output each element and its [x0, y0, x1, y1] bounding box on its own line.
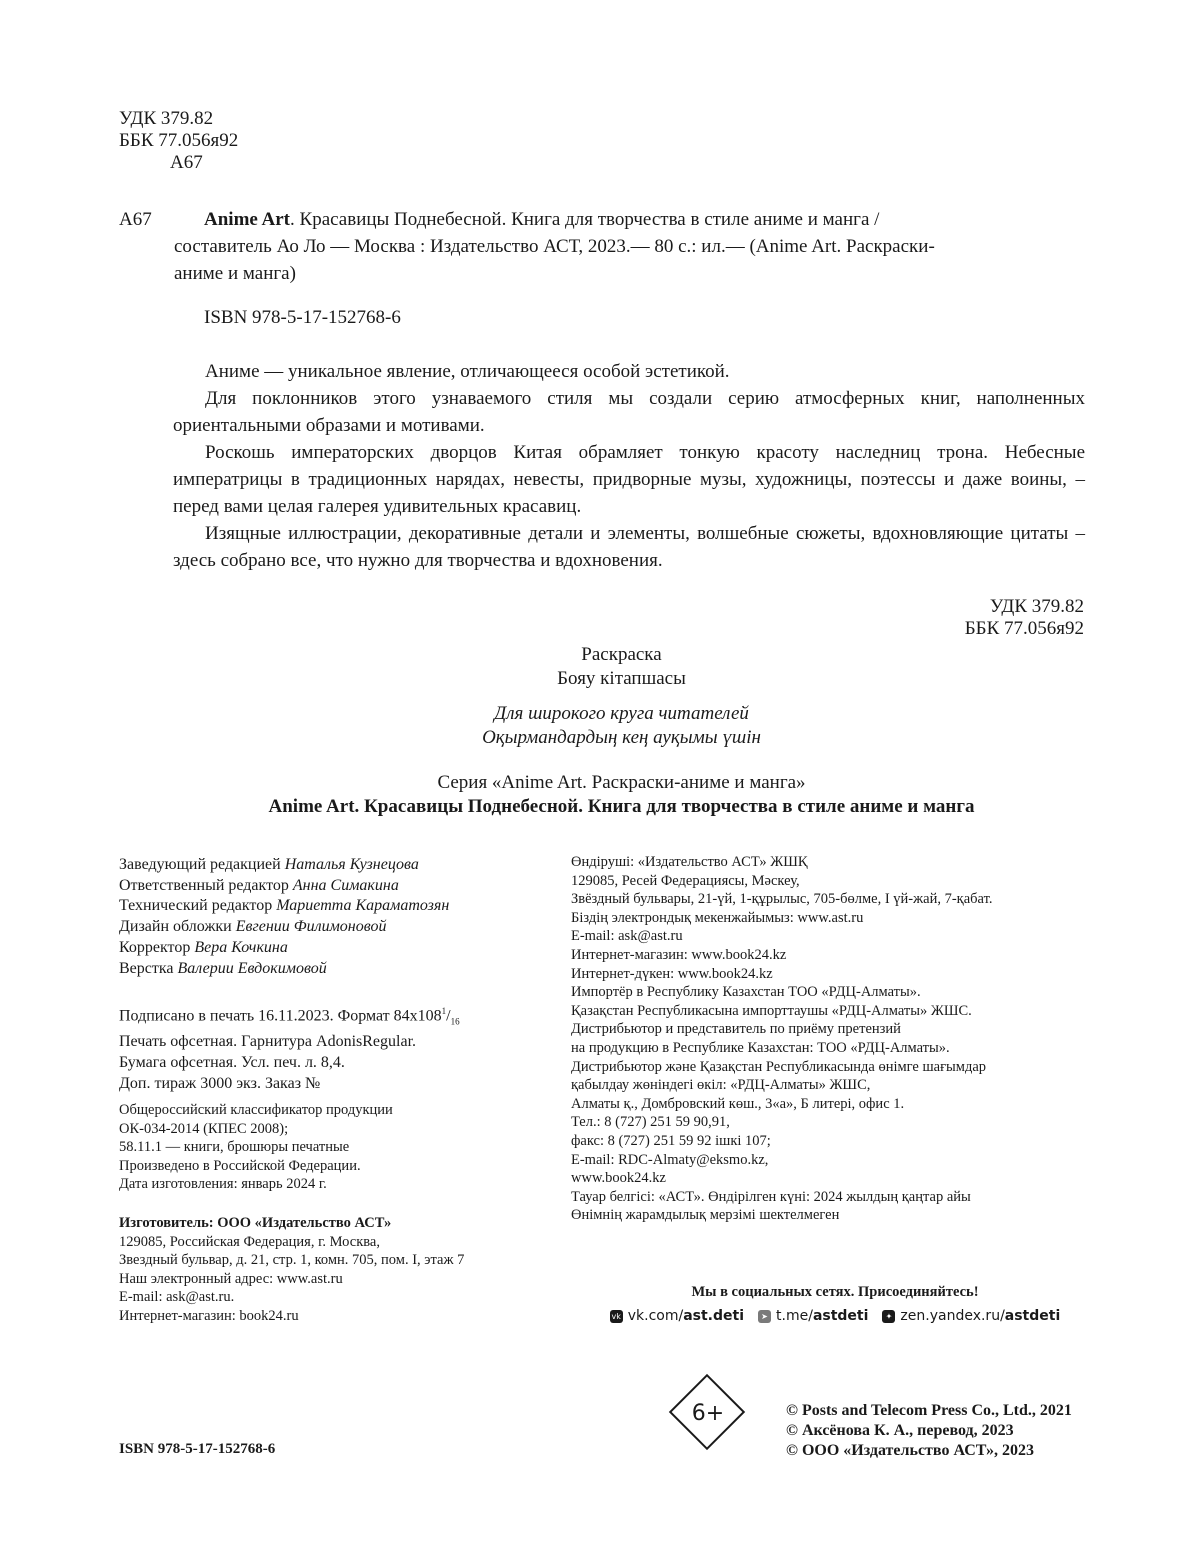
bibliography-line2: составитель Ао Ло — Москва : Издательство АСТ, 2023.— 80 с.: ил.— (Anime Art. Раскраски-: [174, 236, 935, 257]
kz-info-line: Өнімнің жарамдылық мерзімі шектелмеген: [571, 1207, 840, 1224]
kz-info-line: қабылдау жөніндегі өкіл: «РДЦ-Алматы» ЖШС,: [571, 1077, 871, 1094]
series-block: [150, 771, 1093, 819]
classifier-line: Общероссийский классификатор продукции: [119, 1102, 393, 1118]
udk-code: УДК 379.82: [119, 108, 214, 129]
author-mark: А67: [170, 152, 203, 173]
social-heading: Мы в социальных сетях. Присоединяйтесь!: [691, 1284, 979, 1300]
bibliography-line3: аниме и манга): [174, 263, 296, 284]
copyright-line: © Аксёнова К. А., перевод, 2023: [786, 1422, 1014, 1439]
kz-info-line: факс: 8 (727) 251 59 92 ішкі 107;: [571, 1132, 771, 1149]
kz-info-line: E-mail: RDC-Almaty@eksmo.kz,: [571, 1151, 769, 1168]
age-rating: 6+: [691, 1400, 725, 1426]
bibliography-mark: А67: [119, 209, 152, 230]
kz-info-line: E-mail: ask@ast.ru: [571, 928, 683, 945]
right-classification-codes: [800, 596, 1084, 640]
bibliography-line1: . Красавицы Поднебесной. Книга для творчества в стиле аниме и манга /: [290, 209, 880, 230]
bbk-code: ББК 77.056я92: [119, 130, 239, 151]
audience-kz: Оқырмандардың кең ауқымы үшін: [482, 727, 761, 748]
staff-item: Дизайн обложки Евгении Филимоновой: [119, 918, 387, 936]
kz-info-line: 129085, Ресей Федерациясы, Мәскеу,: [571, 872, 800, 889]
staff-item: Ответственный редактор Анна Симакина: [119, 876, 399, 894]
copyright-line: © ООО «Издательство АСТ», 2023: [786, 1442, 1035, 1459]
social-links: [580, 1308, 1090, 1324]
genre-ru: Раскраска: [581, 644, 662, 665]
print-info-line4: Доп. тираж 3000 экз. Заказ №: [119, 1074, 321, 1092]
print-info-line2: Печать офсетная. Гарнитура AdonisRegular.: [119, 1033, 417, 1051]
social-link-zen[interactable]: ✦ zen.yandex.ru/astdeti: [882, 1308, 1060, 1324]
isbn-main: ISBN 978-5-17-152768-6: [204, 307, 401, 328]
manufacturer-title: Изготовитель: ООО «Издательство АСТ»: [119, 1215, 392, 1231]
manufacturer-line: Интернет-магазин: book24.ru: [119, 1307, 299, 1324]
audience-block: [400, 702, 843, 750]
social-link-telegram[interactable]: ➤ t.me/astdeti: [758, 1308, 868, 1324]
kz-info-line: Біздің электрондық мекенжайымыз: www.ast.ru: [571, 909, 864, 926]
social-link-vk[interactable]: vk vk.com/ast.deti: [611, 1308, 745, 1324]
staff-list: [119, 855, 449, 979]
telegram-icon: ➤: [758, 1310, 771, 1323]
classification-codes: [119, 108, 238, 174]
classifier-line: 58.11.1 — книги, брошюры печатные: [119, 1139, 350, 1156]
kz-info-line: Интернет-магазин: www.book24.kz: [571, 946, 787, 963]
classifier-line: ОК-034-2014 (КПЕС 2008);: [119, 1120, 289, 1137]
kazakhstan-info: [571, 853, 992, 1225]
staff-item: Корректор Вера Кочкина: [119, 938, 288, 956]
kz-info-line: Өндіруші: «Издательство АСТ» ЖШҚ: [571, 854, 808, 870]
annotation-paragraph: Изящные иллюстрации, декоративные детали и элементы, волшебные сюжеты, вдохновляющие цитаты – здесь собрано все, что нужно для творчества и вдохновения.: [173, 523, 1085, 571]
kz-info-line: Дистрибьютор және Қазақстан Республикасында өнімге шағымдар: [571, 1058, 987, 1075]
bibliographic-record: [174, 206, 1084, 287]
kz-info-line: Тауар белгісі: «АСТ». Өндірілген күні: 2024 жылдың қаңтар айы: [571, 1188, 971, 1205]
copyright-line: © Posts and Telecom Press Co., Ltd., 2021: [786, 1402, 1072, 1419]
udk-code-right: УДК 379.82: [989, 596, 1084, 617]
staff-item: Заведующий редакцией Наталья Кузнецова: [119, 856, 419, 873]
staff-item: Технический редактор Мариетта Караматозян: [119, 897, 450, 915]
staff-item: Верстка Валерии Евдокимовой: [119, 959, 327, 977]
genre-block: [400, 643, 843, 691]
annotation: [173, 358, 1085, 574]
manufacturer-line: Наш электронный адрес: www.ast.ru: [119, 1270, 343, 1287]
bbk-code-right: ББК 77.056я92: [964, 618, 1084, 639]
print-info-line1: Подписано в печать 16.11.2023. Формат $84x108^1/_{16}$: [119, 1006, 460, 1027]
classifier-line: Дата изготовления: январь 2024 г.: [119, 1176, 327, 1193]
kz-info-line: Тел.: 8 (727) 251 59 90,91,: [571, 1114, 730, 1131]
audience-ru: Для широкого круга читателей: [494, 703, 749, 724]
kz-info-line: Алматы қ., Домбровский көш., 3«а», Б литері, офис 1.: [571, 1095, 905, 1112]
vk-icon: vk: [611, 1311, 621, 1321]
kz-info-line: www.book24.kz: [571, 1170, 666, 1187]
genre-kz: Бояу кітапшасы: [557, 668, 686, 689]
zen-icon: ✦: [882, 1310, 895, 1323]
kz-info-line: Интернет-дүкен: www.book24.kz: [571, 965, 773, 982]
isbn-bottom: ISBN 978-5-17-152768-6: [119, 1441, 276, 1457]
annotation-paragraph: Роскошь императорских дворцов Китая обрамляет тонкую красоту наследниц трона. Небесные императрицы в традиционных нарядах, невесты, придворные музы, художницы, поэтессы и даже воины, – перед вами целая галерея удивительных красавиц.: [173, 442, 1085, 517]
classifier-line: Произведено в Российской Федерации.: [119, 1157, 361, 1174]
print-info: [119, 1001, 460, 1094]
kz-info-line: на продукцию в Республике Казахстан: ТОО «РДЦ-Алматы».: [571, 1039, 950, 1056]
kz-info-line: Қазақстан Республикасына импорттаушы «РДЦ-Алматы» ЖШС.: [571, 1002, 972, 1019]
kz-info-line: Звёздный бульвары, 21-үй, 1-құрылыс, 705-бөлме, I үй-жай, 7-қабат.: [571, 891, 993, 908]
kz-info-line: Дистрибьютор и представитель по приёму претензий: [571, 1021, 901, 1038]
series-title: Anime Art. Красавицы Поднебесной. Книга для творчества в стиле аниме и манга: [268, 796, 975, 817]
kz-info-line: Импортёр в Республику Казахстан ТОО «РДЦ-Алматы».: [571, 984, 921, 1001]
manufacturer-info: [119, 1214, 464, 1326]
annotation-paragraph: Аниме — уникальное явление, отличающееся особой эстетикой.: [205, 361, 730, 382]
copyright-block: [786, 1401, 1072, 1461]
manufacturer-line: 129085, Российская Федерация, г. Москва,: [119, 1233, 380, 1250]
manufacturer-line: E-mail: ask@ast.ru.: [119, 1289, 235, 1306]
print-info-line3: Бумага офсетная. Усл. печ. л. 8,4.: [119, 1053, 345, 1071]
product-classifier: [119, 1101, 393, 1194]
series-line: Серия «Anime Art. Раскраски-аниме и манга»: [437, 772, 806, 793]
annotation-paragraph: Для поклонников этого узнаваемого стиля мы создали серию атмосферных книг, наполненных ориентальными образами и мотивами.: [173, 388, 1085, 436]
manufacturer-line: Звездный бульвар, д. 21, стр. 1, комн. 705, пом. I, этаж 7: [119, 1252, 465, 1269]
age-rating-badge: [668, 1373, 748, 1453]
bibliography-title: Anime Art: [204, 209, 291, 230]
